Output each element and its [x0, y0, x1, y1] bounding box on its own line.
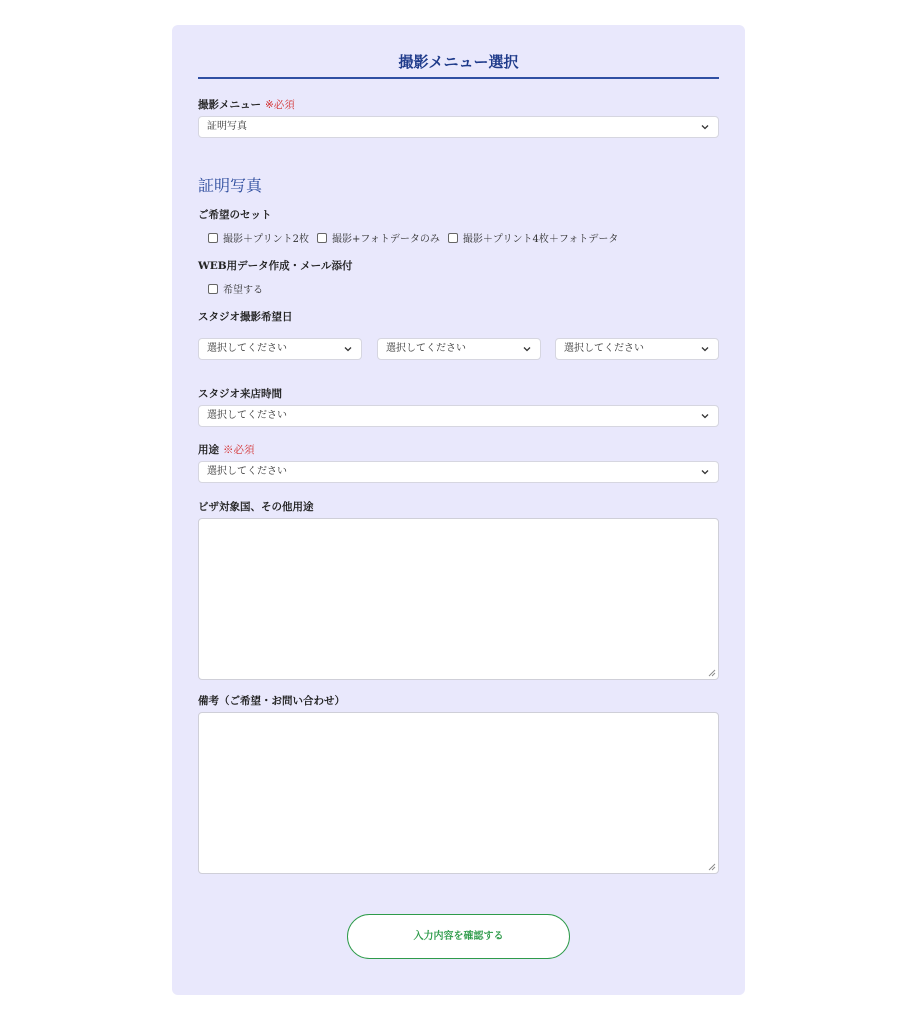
- checkbox[interactable]: [448, 233, 458, 243]
- web-option-label: 希望する: [223, 285, 263, 296]
- chevron-down-icon: [700, 122, 710, 132]
- set-option-2[interactable]: [317, 230, 440, 245]
- date-select-3-value: 選択してください: [564, 343, 644, 354]
- date-select-1-value: 選択してください: [207, 343, 287, 354]
- set-option-1[interactable]: [208, 230, 309, 245]
- set-option-3-label: 撮影＋プリント4枚＋フォトデータ: [462, 234, 619, 245]
- required-mark: ※必須: [223, 444, 255, 456]
- form-inner: [198, 25, 719, 995]
- checkbox[interactable]: [317, 233, 327, 243]
- section-title: [198, 51, 719, 79]
- purpose-select[interactable]: [198, 461, 719, 483]
- web-option[interactable]: [208, 281, 263, 296]
- chevron-down-icon: [522, 344, 532, 354]
- web-options: [208, 281, 271, 296]
- form-panel: [172, 25, 745, 995]
- set-option-3[interactable]: [448, 230, 618, 245]
- date-select-3[interactable]: [555, 338, 719, 360]
- date-label: スタジオ撮影希望日: [198, 311, 293, 323]
- chevron-down-icon: [700, 344, 710, 354]
- web-label: WEB用データ作成・メール添付: [198, 260, 353, 272]
- date-select-1[interactable]: [198, 338, 362, 360]
- resize-handle-icon[interactable]: [708, 669, 716, 677]
- resize-handle-icon[interactable]: [708, 863, 716, 871]
- time-label: スタジオ来店時間: [198, 388, 282, 400]
- chevron-down-icon: [343, 344, 353, 354]
- set-label: ご希望のセット: [198, 209, 272, 221]
- menu-select-value: 証明写真: [207, 121, 247, 132]
- required-mark: ※必須: [265, 99, 295, 111]
- visa-label: ビザ対象国、その他用途: [198, 501, 314, 513]
- checkbox[interactable]: [208, 284, 218, 294]
- chevron-down-icon: [700, 467, 710, 477]
- visa-textarea[interactable]: [198, 518, 719, 680]
- set-options: [208, 230, 626, 245]
- set-option-1-label: 撮影＋プリント2枚: [223, 234, 309, 245]
- chevron-down-icon: [700, 411, 710, 421]
- checkbox[interactable]: [208, 233, 218, 243]
- notes-textarea[interactable]: [198, 712, 719, 874]
- confirm-button[interactable]: 入力内容を確認する: [347, 914, 570, 959]
- sub-heading: 証明写真: [198, 176, 263, 195]
- section-title-text: 撮影メニュー選択: [398, 53, 519, 71]
- date-select-2-value: 選択してください: [386, 343, 466, 354]
- menu-label: [198, 97, 295, 112]
- menu-label-text: 撮影メニュー: [198, 99, 261, 111]
- menu-select[interactable]: [198, 116, 719, 138]
- purpose-label: [198, 442, 255, 457]
- set-option-2-label: 撮影+フォトデータのみ: [331, 234, 440, 245]
- notes-label: 備考（ご希望・お問い合わせ）: [198, 695, 345, 707]
- date-select-2[interactable]: [377, 338, 541, 360]
- purpose-label-text: 用途: [198, 444, 219, 456]
- purpose-select-value: 選択してください: [207, 466, 287, 477]
- time-select-value: 選択してください: [207, 410, 287, 421]
- time-select[interactable]: [198, 405, 719, 427]
